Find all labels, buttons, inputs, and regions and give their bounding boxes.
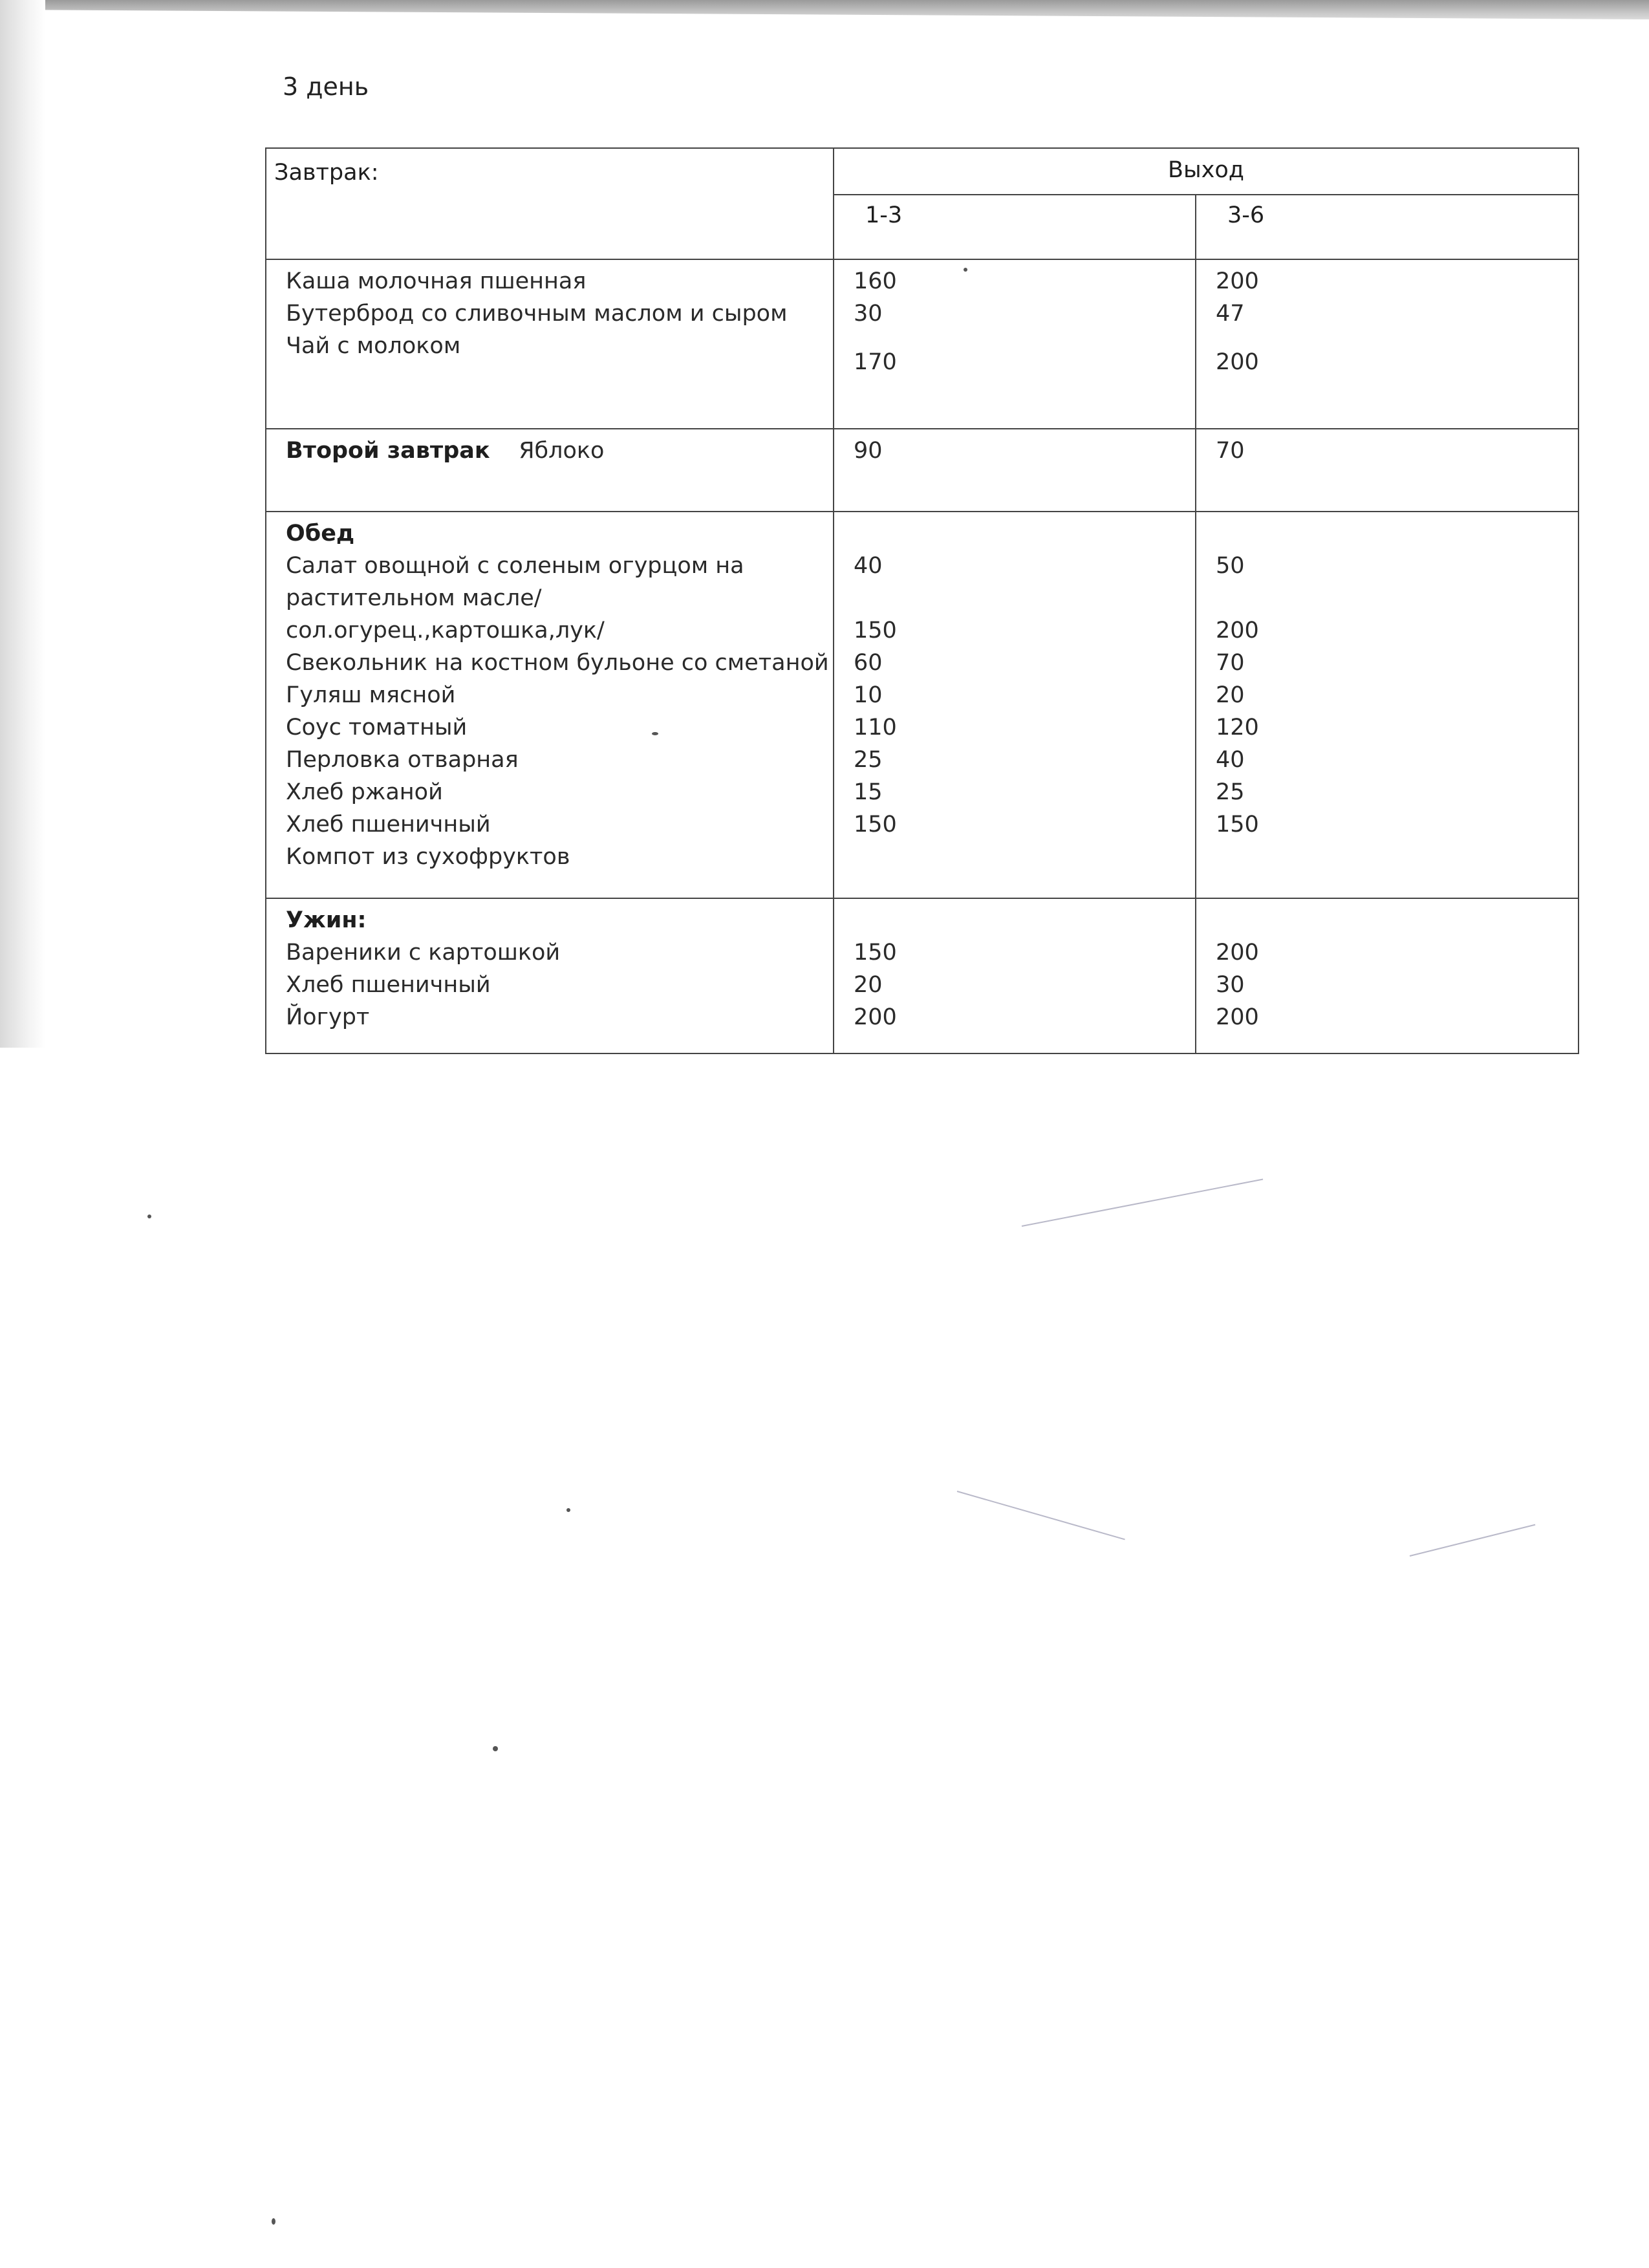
breakfast-value: 30 <box>854 301 883 327</box>
breakfast-value: 170 <box>854 349 897 375</box>
lunch-item-name: Гуляш мясной <box>286 682 456 708</box>
lunch-value: 25 <box>854 747 883 773</box>
age-group-3-6: 3-6 <box>1196 195 1579 259</box>
lunch-value: 50 <box>1216 553 1245 579</box>
dinner-items <box>266 898 834 1053</box>
menu-table <box>265 147 1579 1054</box>
dinner-value: 20 <box>854 972 883 998</box>
lunch-value: 120 <box>1216 715 1259 740</box>
breakfast-item-name: Чай с молоком <box>286 333 461 359</box>
age-group-1-3: 1-3 <box>834 195 1196 259</box>
breakfast-item-name: Каша молочная пшенная <box>286 268 587 294</box>
dinner-value: 150 <box>854 940 897 966</box>
scan-left-edge <box>0 0 45 1048</box>
scan-speck <box>566 1508 570 1512</box>
lunch-value: 40 <box>854 553 883 579</box>
dinner-item-name: Вареники с картошкой <box>286 940 561 966</box>
lunch-value: 150 <box>854 812 897 837</box>
lunch-item-name: Хлеб ржаной <box>286 779 443 805</box>
breakfast-item-name: Бутерброд со сливочным маслом и сыром <box>286 301 788 327</box>
lunch-value: 110 <box>854 715 897 740</box>
lunch-values-3-6 <box>1196 512 1579 898</box>
lunch-value: 15 <box>854 779 883 805</box>
dinner-row <box>266 898 1579 1053</box>
lunch-value: 10 <box>854 682 883 708</box>
lunch-value: 70 <box>1216 650 1245 676</box>
scan-top-edge <box>0 0 1649 32</box>
scan-stroke <box>1022 1179 1263 1227</box>
lunch-item-name: Салат овощной с соленым огурцом на растительном масле/сол.огурец.,картошка,лук/ <box>286 553 744 643</box>
second-breakfast-item: Яблоко <box>519 438 605 464</box>
lunch-item-name: Соус томатный <box>286 715 468 740</box>
breakfast-value: 47 <box>1216 301 1245 327</box>
second-breakfast-cell <box>266 429 834 512</box>
lunch-value: 25 <box>1216 779 1245 805</box>
lunch-value: 150 <box>1216 812 1259 837</box>
header-row-1 <box>266 148 1579 195</box>
lunch-item-name: Хлеб пшеничный <box>286 812 491 837</box>
dinner-label: Ужин: <box>286 907 367 933</box>
breakfast-values-1-3 <box>834 259 1196 429</box>
breakfast-items <box>266 259 834 429</box>
dinner-value: 200 <box>1216 940 1259 966</box>
lunch-item-name: Перловка отварная <box>286 747 519 773</box>
breakfast-row <box>266 259 1579 429</box>
second-breakfast-value-1-3: 90 <box>834 429 1196 512</box>
lunch-row <box>266 512 1579 898</box>
lunch-label: Обед <box>286 521 355 546</box>
page-title: 3 день <box>283 72 369 101</box>
breakfast-values-3-6 <box>1196 259 1579 429</box>
output-header: Выход <box>834 148 1579 195</box>
lunch-value: 200 <box>1216 618 1259 643</box>
scan-speck <box>652 732 658 735</box>
second-breakfast-value-3-6: 70 <box>1196 429 1579 512</box>
lunch-value: 60 <box>854 650 883 676</box>
dinner-value: 200 <box>854 1004 897 1030</box>
lunch-value: 150 <box>854 618 897 643</box>
lunch-item-name: Компот из сухофруктов <box>286 844 570 870</box>
lunch-items <box>266 512 834 898</box>
dinner-values-1-3 <box>834 898 1196 1053</box>
scan-speck <box>272 2218 275 2225</box>
dinner-value: 200 <box>1216 1004 1259 1030</box>
scan-speck <box>964 268 967 272</box>
breakfast-header: Завтрак: <box>266 148 834 259</box>
lunch-value: 40 <box>1216 747 1245 773</box>
breakfast-value: 200 <box>1216 349 1259 375</box>
scan-stroke <box>957 1491 1125 1540</box>
scan-speck <box>493 1746 498 1751</box>
scan-speck <box>147 1215 151 1218</box>
second-breakfast-row <box>266 429 1579 512</box>
scan-stroke <box>1410 1524 1536 1557</box>
dinner-values-3-6 <box>1196 898 1579 1053</box>
second-breakfast-label: Второй завтрак <box>286 438 490 464</box>
lunch-value: 20 <box>1216 682 1245 708</box>
dinner-value: 30 <box>1216 972 1245 998</box>
lunch-item-name: Свекольник на костном бульоне со сметаной <box>286 650 829 676</box>
dinner-item-name: Йогурт <box>286 1004 370 1030</box>
dinner-item-name: Хлеб пшеничный <box>286 972 491 998</box>
breakfast-value: 160 <box>854 268 897 294</box>
breakfast-value: 200 <box>1216 268 1259 294</box>
lunch-values-1-3 <box>834 512 1196 898</box>
